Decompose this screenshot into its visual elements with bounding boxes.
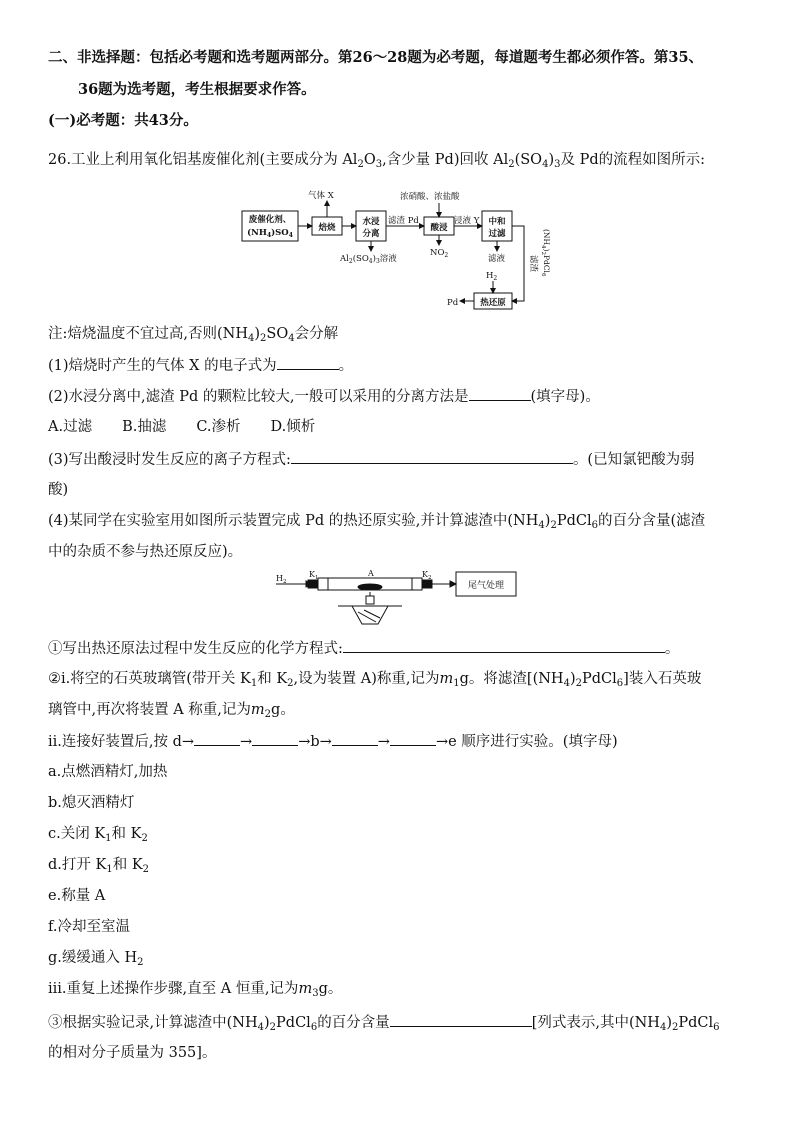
residue2-formula: $(NH_4)_2PdCl_6$ bbox=[540, 229, 551, 277]
step-b: b.熄灭酒精灯 bbox=[48, 795, 135, 811]
sub-question-2-iii: ⅲ.重复上述操作步骤,直至 A 恒重,记为$m_3g$。 bbox=[48, 981, 343, 999]
section-heading-cont: 36题为选考题，考生根据要求作答。 bbox=[78, 81, 316, 98]
pd-product-label: Pd bbox=[447, 298, 459, 308]
answer-blank-2[interactable] bbox=[469, 386, 531, 401]
alcohol-lamp bbox=[352, 606, 388, 624]
sub-question-2-i-cont: 璃管中,再次将装置 A 称重,记为$m_2g$。 bbox=[48, 702, 295, 720]
option-d[interactable]: D.倾析 bbox=[270, 419, 316, 435]
residue2-label: 滤渣 bbox=[528, 255, 538, 273]
question-1: (1)焙烧时产生的气体 X 的电子式为 。 bbox=[48, 355, 353, 376]
question-2: (2)水浸分离中,滤渣 Pd 的颗粒比较大,一般可以采用的分离方法是 (填字母)。 bbox=[48, 386, 600, 407]
thermal-label: 热还原 bbox=[480, 298, 506, 308]
apparatus-diagram bbox=[272, 568, 532, 630]
answer-blank-4-1[interactable] bbox=[343, 638, 665, 653]
roast-label: 焙烧 bbox=[318, 223, 336, 233]
step-e: e.称量 A bbox=[48, 888, 106, 904]
leachate-label: 浸液 Y bbox=[454, 216, 480, 226]
valve-k2 bbox=[422, 580, 432, 588]
acid-leach-label: 酸浸 bbox=[430, 223, 448, 233]
step-c: c.关闭 $K_1$和 $K_2$ bbox=[48, 826, 148, 844]
residue-pd-label: 滤渣 Pd bbox=[388, 216, 419, 226]
a-label: A bbox=[368, 569, 374, 578]
step-g: g.缓缓通入 $H_2$ bbox=[48, 950, 144, 968]
leach-label-2: 分离 bbox=[362, 229, 380, 239]
question-4-cont: 中的杂质不参与热还原反应)。 bbox=[48, 544, 243, 560]
step-d: d.打开 $K_1$和 $K_2$ bbox=[48, 857, 150, 875]
no2-label: $NO_2$ bbox=[430, 248, 449, 259]
answer-blank-ii-2[interactable] bbox=[252, 731, 298, 746]
h2-in-label: $H_2$ bbox=[276, 574, 287, 585]
process-flow-diagram bbox=[240, 187, 560, 317]
sub-question-2-i: ②ⅰ.将空的石英玻璃管(带开关 $K_1$和 $K_2$,设为装置 A)称重,记为$m_1g$。将滤渣$[(NH_4)_2PdCl_6]$装入石英玻 bbox=[48, 671, 702, 689]
valve-k1 bbox=[308, 580, 318, 588]
option-b[interactable]: B.抽滤 bbox=[122, 419, 167, 435]
lamp-wick bbox=[366, 596, 374, 604]
tail-gas-label: 尾气处理 bbox=[467, 581, 505, 591]
sub-question-2-ii: ⅱ.连接好装置后,按 d→ → →b→ → →e 顺序进行实验。(填字母) bbox=[48, 731, 618, 752]
leach-label-1: 水浸 bbox=[362, 217, 380, 227]
neutral-label-1: 中和 bbox=[488, 217, 506, 227]
answer-blank-1[interactable] bbox=[277, 355, 339, 370]
sample bbox=[358, 584, 382, 590]
q26-intro: 26.工业上利用氧化铝基废催化剂(主要成分为 $Al_2O_3$,含少量 Pd)回收 $Al_2(SO_4)_3$及 Pd的流程如图所示: bbox=[48, 152, 706, 170]
solution-label: $Al_2(SO_4)_3$溶液 bbox=[340, 254, 397, 265]
filtrate-label: 滤液 bbox=[488, 254, 506, 264]
question-3: (3)写出酸浸时发生反应的离子方程式: 。(已知氯钯酸为弱 bbox=[48, 449, 695, 470]
option-c[interactable]: C.渗析 bbox=[196, 419, 241, 435]
question-2-options bbox=[48, 417, 315, 437]
acids-label: 浓硝酸、浓盐酸 bbox=[400, 192, 460, 202]
question-3-cont: 酸) bbox=[48, 482, 69, 498]
section-heading: 二、非选择题：包括必考题和选考题两部分。第26～28题为必考题，每道题考生都必须作答。第35、 bbox=[48, 49, 704, 66]
sub-question-1: ①写出热还原法过程中发生反应的化学方程式: 。 bbox=[48, 638, 679, 659]
k2-label: $K_2$ bbox=[422, 570, 432, 581]
step-a: a.点燃酒精灯,加热 bbox=[48, 764, 168, 780]
gas-x-label: 气体 X bbox=[308, 191, 334, 201]
sub-question-3-cont: 的相对分子质量为 355]。 bbox=[48, 1045, 217, 1061]
sub-question-3: ③根据实验记录,计算滤渣中$(NH_4)_2PdCl_6$的百分含量 [列式表示,其中$(NH_4)_2PdCl_6$ bbox=[48, 1012, 720, 1033]
note: 注:焙烧温度不宜过高,否则$(NH_4)_2SO_4$会分解 bbox=[48, 326, 339, 344]
answer-blank-ii-1[interactable] bbox=[194, 731, 240, 746]
answer-blank-ii-4[interactable] bbox=[390, 731, 436, 746]
required-heading: (一)必考题：共43分。 bbox=[48, 112, 198, 129]
feed-label-2: $(NH_4)SO_4$ bbox=[247, 228, 293, 239]
k1-label: $K_1$ bbox=[309, 570, 319, 581]
answer-blank-4-3[interactable] bbox=[390, 1012, 532, 1027]
answer-blank-ii-3[interactable] bbox=[332, 731, 378, 746]
feed-label-1: 废催化剂、 bbox=[248, 215, 292, 225]
question-4: (4)某同学在实验室用如图所示装置完成 Pd 的热还原实验,并计算滤渣中$(NH_4)_2PdCl_6$的百分含量(滤渣 bbox=[48, 513, 706, 531]
option-a[interactable]: A.过滤 bbox=[48, 419, 93, 435]
step-f: f.冷却至室温 bbox=[48, 919, 130, 935]
neutral-label-2: 过滤 bbox=[488, 229, 506, 239]
h2-label: $H_2$ bbox=[486, 271, 498, 282]
answer-blank-3[interactable] bbox=[291, 449, 573, 464]
